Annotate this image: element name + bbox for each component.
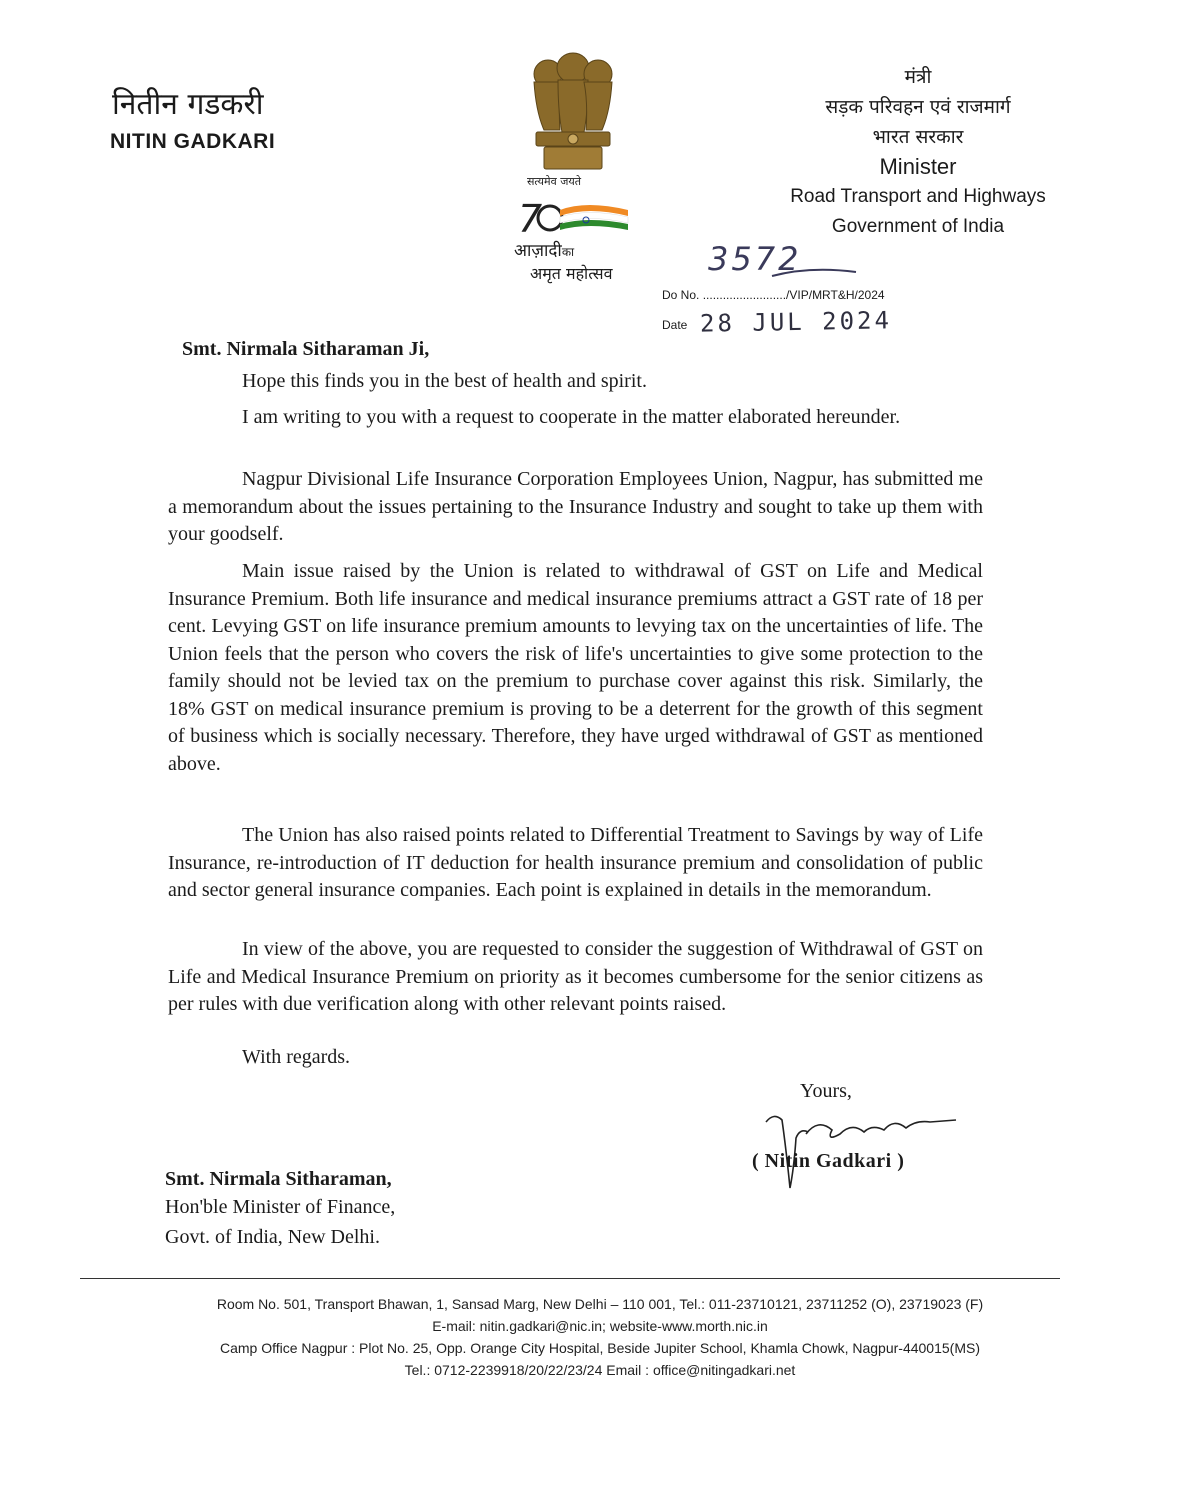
- azadi-ka-amrit-mahotsav-logo-icon: [516, 196, 636, 238]
- paragraph-request: I am writing to you with a request to cooperate in the matter elaborated hereunder.: [242, 406, 901, 428]
- addressee-title: Hon'ble Minister of Finance,: [165, 1196, 396, 1218]
- footer-divider: [80, 1278, 1060, 1279]
- signatory-name: ( Nitin Gadkari ): [752, 1150, 905, 1172]
- footer-delhi-address: Room No. 501, Transport Bhawan, 1, Sansad Marg, New Delhi – 110 001, Tel.: 011-23710121, 23711252 (O), 23719023 (F): [216, 1296, 984, 1312]
- addressee-name: Smt. Nirmala Sitharaman,: [165, 1168, 392, 1190]
- ministry-english: Road Transport and Highways: [790, 186, 1046, 207]
- addressee-place: Govt. of India, New Delhi.: [165, 1226, 380, 1248]
- govt-hindi: भारत सरकार: [872, 126, 964, 148]
- handwritten-underline-icon: [770, 262, 860, 282]
- paragraph-regards: With regards.: [242, 1046, 351, 1068]
- footer-nagpur-contact: Tel.: 0712-2239918/20/22/23/24 Email : office@nitingadkari.net: [404, 1362, 796, 1378]
- minister-name-english: NITIN GADKARI: [110, 130, 276, 153]
- footer-email-website: E-mail: nitin.gadkari@nic.in; website-www.morth.nic.in: [432, 1318, 768, 1334]
- minister-designation-block: [760, 62, 1076, 242]
- paragraph-other-points: The Union has also raised points related to Differential Treatment to Savings by way of Life Insurance, re-introduction of IT deduction for health insurance premium and consolidation of public and sector general insurance companies. Each point is explained in details in the memorandum.: [168, 824, 983, 901]
- closing: Yours,: [800, 1080, 852, 1102]
- paragraph-greeting: Hope this finds you in the best of health and spirit.: [242, 370, 647, 392]
- paragraph-request-consider: In view of the above, you are requested to consider the suggestion of Withdrawal of GST on Life and Medical Insurance Premium on priority as it becomes cumbersome for the senior citizens as per rules with due verification along with other relevant points raised.: [168, 938, 983, 1015]
- salutation: Smt. Nirmala Sitharaman Ji,: [182, 338, 430, 360]
- paragraph-memorandum: Nagpur Divisional Life Insurance Corporation Employees Union, Nagpur, has submitted me a memorandum about the issues pertaining to the Insurance Industry and sought to take up them with your goodself.: [168, 468, 983, 545]
- date-stamp: 28 JUL 2024: [699, 306, 893, 338]
- handwritten-reference-number: 3572: [708, 240, 802, 278]
- do-number-line: Do No. ........................./VIP/MRT&H/2024: [662, 288, 885, 302]
- svg-text:7: 7: [518, 197, 543, 238]
- paragraph-gst-issue: Main issue raised by the Union is related to withdrawal of GST on Life and Medical Insurance Premium. Both life insurance and medical insurance premiums attract a GST rate of 18 per cent. Levying GST on life insurance premium amounts to levying tax on the uncertainties of life. The Union feels that the person who covers the risk of life's uncertainties to give some protection to the family should not be levied tax on the premium to purchase cover against this risk. Similarly, the 18% GST on medical insurance premium is proving to be a deterrent for the growth of this segment of business which is socially necessary. Therefore, they have urged withdrawal of GST as mentioned above.: [168, 560, 983, 775]
- azadi-text: आज़ादीका: [514, 241, 575, 261]
- govt-english: Government of India: [831, 216, 1005, 237]
- title-english: Minister: [879, 154, 957, 179]
- national-emblem-icon: [518, 52, 628, 174]
- minister-name-hindi: नितीन गडकरी: [112, 87, 264, 122]
- ministry-hindi: सड़क परिवहन एवं राजमार्ग: [825, 96, 1011, 118]
- footer-nagpur-address: Camp Office Nagpur : Plot No. 25, Opp. Orange City Hospital, Beside Jupiter School, Khamla Chowk, Nagpur-440015(MS): [220, 1340, 980, 1356]
- date-label: Date: [662, 318, 688, 332]
- amrit-mahotsav-text: अमृत महोत्सव: [530, 264, 613, 283]
- emblem-motto: सत्यमेव जयते: [527, 175, 582, 188]
- title-hindi: मंत्री: [904, 66, 932, 88]
